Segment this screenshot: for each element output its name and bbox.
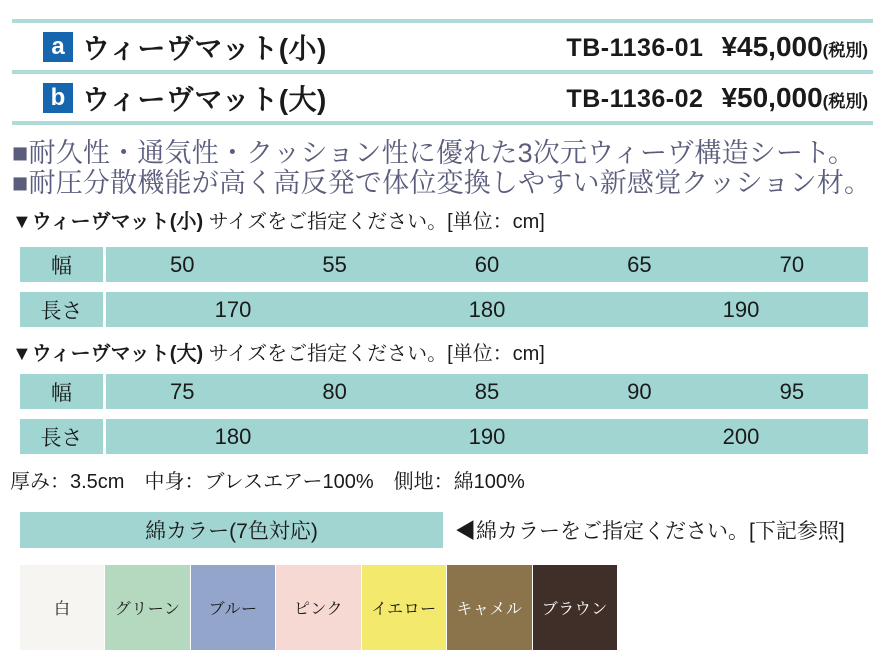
length-value: 190 — [468, 423, 506, 449]
width-values — [106, 374, 868, 409]
width-values — [106, 247, 868, 282]
color-swatches — [20, 565, 617, 650]
product-price: ¥45,000 — [721, 30, 823, 62]
length-value: 180 — [214, 423, 252, 449]
size-table-small — [20, 247, 868, 327]
caption-instruction: サイズをご指定ください。[単位：cm] — [203, 343, 545, 365]
width-value: 55 — [322, 251, 347, 277]
width-value: 65 — [627, 251, 652, 277]
product-code: TB-1136-02 — [566, 84, 704, 113]
length-value: 170 — [214, 296, 252, 322]
width-header: 幅 — [20, 247, 103, 282]
swatch-yellow — [362, 565, 446, 650]
product-row-a — [0, 23, 885, 70]
width-value: 60 — [474, 251, 500, 277]
swatch-green — [105, 565, 189, 650]
cotton-color-note — [455, 515, 845, 545]
feature-list — [12, 138, 885, 198]
product-name: ウィーヴマット(小) — [82, 32, 327, 64]
tax-note: (税別) — [822, 40, 868, 60]
width-value: 85 — [474, 378, 500, 404]
swatch-label: グリーン — [114, 601, 181, 618]
width-value: 90 — [627, 378, 652, 404]
swatch-white — [20, 565, 104, 650]
swatch-label: 白 — [53, 601, 71, 618]
width-value: 70 — [779, 251, 805, 277]
swatch-label: ブルー — [208, 601, 258, 618]
swatch-camel — [447, 565, 531, 650]
spec-line: 厚み：3.5cm 中身：ブレスエアー100% 側地：綿100% — [10, 471, 525, 493]
swatch-label: イエロー — [371, 601, 437, 618]
product-price-group — [566, 31, 868, 63]
product-row-b — [0, 74, 885, 121]
length-values — [106, 419, 868, 454]
length-value: 190 — [722, 296, 760, 322]
width-header: 幅 — [20, 374, 103, 409]
width-row — [20, 374, 868, 409]
width-row — [20, 247, 868, 282]
length-value: 200 — [722, 423, 760, 449]
divider — [12, 121, 873, 125]
swatch-label: ブラウン — [541, 601, 608, 618]
product-price: ¥50,000 — [721, 81, 823, 113]
product-badge-a: a — [43, 32, 73, 62]
feature-line: ■耐圧分散機能が高く高反発で体位変換しやすい新感覚クッション材。 — [12, 168, 872, 198]
down-triangle-icon: ▼ — [12, 343, 32, 365]
length-header: 長さ — [20, 419, 103, 454]
cotton-color-bar: 綿カラー(7色対応) — [20, 512, 443, 548]
caption-product-name: ウィーヴマット(小) — [31, 211, 204, 233]
swatch-pink — [276, 565, 360, 650]
size-caption-large — [12, 342, 885, 366]
product-badge-b: b — [43, 83, 73, 113]
swatch-brown — [533, 565, 617, 650]
size-table-large — [20, 374, 868, 454]
down-triangle-icon: ▼ — [12, 211, 32, 233]
width-value: 95 — [779, 378, 805, 404]
width-value: 75 — [169, 378, 195, 404]
caption-product-name: ウィーヴマット(大) — [31, 343, 204, 365]
length-header: 長さ — [20, 292, 103, 327]
length-values — [106, 292, 868, 327]
cotton-color-note-text: 綿カラーをご指定ください。[下記参照] — [476, 520, 845, 543]
swatch-blue — [191, 565, 275, 650]
length-row — [20, 292, 868, 327]
width-value: 50 — [169, 251, 195, 277]
swatch-label: キャメル — [456, 601, 523, 618]
width-value: 80 — [322, 378, 347, 404]
product-code: TB-1136-01 — [566, 33, 704, 62]
tax-note: (税別) — [822, 91, 868, 111]
product-name: ウィーヴマット(大) — [82, 83, 327, 115]
cotton-color-row — [20, 512, 885, 548]
swatch-label: ピンク — [293, 601, 344, 618]
left-triangle-icon: ◀ — [455, 520, 476, 543]
length-row — [20, 419, 868, 454]
size-caption-small — [12, 210, 885, 234]
product-price-group — [566, 82, 868, 114]
caption-instruction: サイズをご指定ください。[単位：cm] — [203, 211, 545, 233]
feature-line: ■耐久性・通気性・クッション性に優れた3次元ウィーヴ構造シート。 — [12, 138, 856, 168]
length-value: 180 — [468, 296, 506, 322]
